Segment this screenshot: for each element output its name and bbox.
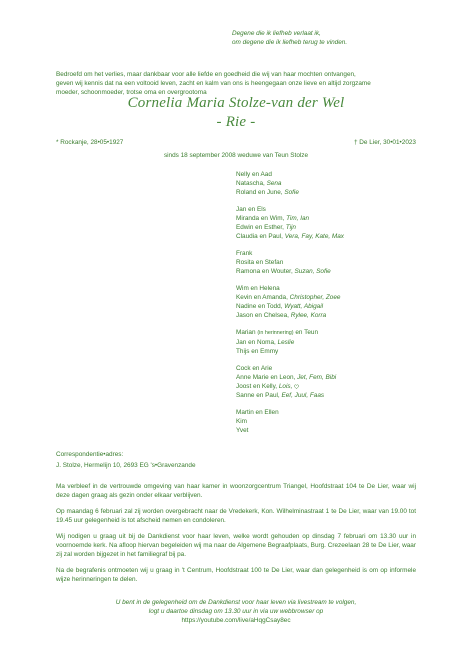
- poem-line: om degene die ik liefheb terug te vinden.: [232, 39, 348, 46]
- family-child: Roland en June, Sofie: [236, 189, 299, 196]
- correspondence-label: Correspondentie•adres:: [56, 451, 124, 458]
- family-child: Kevin en Amanda, Christopher, Zoee: [236, 294, 341, 301]
- deceased-name: Cornelia Maria Stolze-van der Wel: [127, 95, 345, 111]
- widow-line: sinds 18 september 2008 weduwe van Teun Stolze: [163, 152, 309, 159]
- family-child: Nadine en Todd, Wyatt, Abigail: [236, 303, 324, 310]
- family-child: Jan en Noma, Leslie: [236, 339, 295, 346]
- family-child: Claudia en Paul, Vera, Fay, Kate, Max: [236, 233, 344, 240]
- family-group: [236, 205, 436, 241]
- family-parent: Wim en Helena: [236, 285, 280, 292]
- family-child: Thijs en Emmy: [236, 348, 279, 355]
- family-child: Miranda en Wim, Tim, Ian: [236, 215, 310, 222]
- correspondence-address: J. Stolze, Hermelijn 10, 2693 EG 's•Gravenzande: [56, 462, 196, 469]
- family-child: Ramona en Wouter, Suzan, Sofie: [236, 268, 331, 275]
- family-parent: Martin en Ellen: [236, 409, 279, 416]
- family-group: [236, 249, 436, 276]
- family-child: Sanne en Paul, Eef, Juul, Faas: [236, 392, 325, 399]
- family-child: Anne Marie en Leon, Jet, Fem, Bibi: [236, 374, 337, 381]
- family-child: Rosita en Stefan: [236, 259, 284, 266]
- family-parent: Marian (in herinnering) en Teun: [236, 329, 318, 336]
- family-child: Edwin en Esther, Tijn: [236, 224, 296, 231]
- death-date: † De Lier, 30•01•2023: [353, 139, 416, 146]
- family-parent: Nelly en Aad: [236, 171, 272, 178]
- family-group: [236, 408, 436, 435]
- intro-text: [56, 70, 416, 97]
- livestream-link[interactable]: https://youtube.com/live/aHqgCsay8ec: [181, 617, 291, 624]
- poem: [232, 29, 442, 47]
- family-group: [236, 170, 436, 197]
- family-list: [236, 170, 436, 443]
- family-child: Joost en Kelly, Lois,: [236, 382, 436, 391]
- intro-line: moeder, schoonmoeder, trotse oma en overgrootoma: [56, 89, 207, 96]
- family-parent: Cock en Arie: [236, 365, 273, 372]
- family-child: Jason en Chelsea, Rylee, Korra: [236, 312, 327, 319]
- family-child: Natascha, Sena: [236, 180, 282, 187]
- in-memory-note: (in herinnering): [257, 330, 294, 336]
- family-parent: Jan en Els: [236, 206, 266, 213]
- paragraph-stay: Ma verbleef in de vertrouwde omgeving van haar kamer in woonzorgcentrum Triangel, Hoofdstraat 104 te De Lier, waar wij deze dagen graag als gezin onder elkaar verblijven.: [56, 483, 416, 499]
- family-group: [236, 364, 436, 400]
- intro-line: Bedroefd om het verlies, maar dankbaar voor alle liefde en goedheid die wij van haar mochten ontvangen,: [56, 71, 356, 78]
- birth-date: * Rockanje, 28•05•1927: [56, 139, 124, 146]
- heart-icon: [294, 384, 299, 389]
- family-parent: Frank: [236, 250, 253, 257]
- paragraph-farewell: Op maandag 6 februari zal zij worden overgebracht naar de Vredekerk, Kon. Wilhelminastraat 1 te De Lier, waar van 19.00 tot 19.45 uur gelegenheid is tot afscheid nemen en condoleren.: [56, 508, 416, 524]
- poem-line: Degene die ik liefheb verlaat ik,: [232, 30, 321, 37]
- family-child: Kim: [236, 418, 248, 425]
- family-child: Yvet: [236, 427, 249, 434]
- livestream-line: U bent in de gelegenheid om de Dankdienst voor haar leven via livestream te volgen,: [115, 599, 357, 606]
- family-group: [236, 284, 436, 320]
- intro-line: geven wij kennis dat na een voltooid leven, zacht en kalm van ons is heengegaan onze lieve en altijd zorgzame: [56, 80, 371, 87]
- paragraph-service: Wij nodigen u graag uit bij de Dankdienst voor haar leven, welke wordt gehouden op dinsdag 7 februari om 13.30 uur in voornoemde kerk. Na afloop hiervan begeleiden wij ma naar de Algemene Begraafplaats, Burg. Crezeelaan 28 te De Lier, waar zij zal worden bijgezet in het familiegraf bij pa.: [56, 533, 416, 558]
- family-group: [236, 328, 436, 356]
- deceased-nickname: - Rie -: [216, 114, 256, 130]
- paragraph-gathering: Na de begrafenis ontmoeten wij u graag in 't Centrum, Hoofdstraat 100 te De Lier, waar dan gelegenheid is om op informele wijze herinneringen te delen.: [56, 567, 416, 583]
- livestream-line: logt u daartoe dinsdag om 13.30 uur in via uw webbrowser op: [148, 608, 324, 615]
